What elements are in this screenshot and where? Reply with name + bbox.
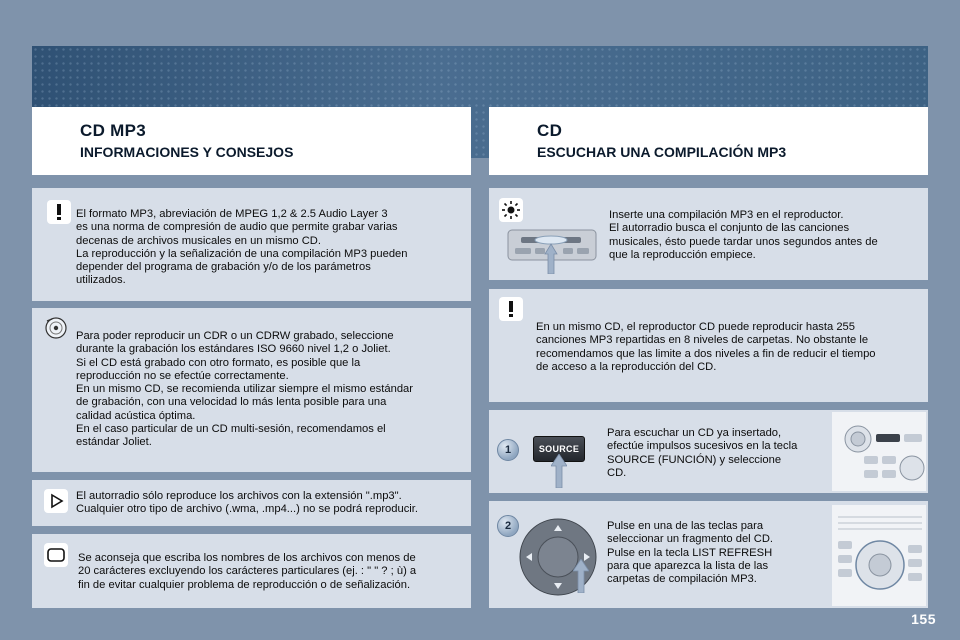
text-line: carpetas de compilación MP3. <box>607 573 757 586</box>
text-line: El autorradio sólo reproduce los archivos con la extensión ".mp3". <box>76 490 402 502</box>
left-header-subtitle: INFORMACIONES Y CONSEJOS <box>80 144 294 160</box>
right-header-title: CD <box>537 121 563 140</box>
right-panel-3 <box>489 410 928 493</box>
text-line: Para poder reproducir un CDR o un CDRW grabado, seleccione <box>76 330 394 342</box>
arrow-up-icon <box>573 559 589 598</box>
text-line: La reproducción y la señalización de una compilación MP3 pueden <box>76 247 408 260</box>
text-line: para que aparezca la lista de las <box>607 559 769 572</box>
text-line: Inserte una compilación MP3 en el reproductor. <box>609 209 844 221</box>
page-number: 155 <box>911 611 936 627</box>
left-header <box>32 107 471 175</box>
right-panel-2 <box>489 289 928 402</box>
text-line: decenas de archivos musicales en un mismo CD. <box>76 234 321 247</box>
arrow-up-icon <box>551 454 567 493</box>
text-line: recomendamos que las limite a dos niveles a fin de reducir el tiempo <box>536 347 876 360</box>
text-line: Si el CD está grabado con otro formato, es posible que la <box>76 356 361 369</box>
text-line: CD. <box>607 466 627 479</box>
left-panel-3-text <box>76 490 418 517</box>
text-line: calidad acústica óptima. <box>76 409 196 422</box>
text-line: fin de evitar cualquier problema de reproducción o de señalización. <box>78 578 411 591</box>
sun-icon <box>499 198 523 222</box>
cd-icon <box>44 316 68 340</box>
left-header-title: CD MP3 <box>80 121 147 140</box>
text-line: seleccionar un fragmento del CD. <box>607 533 774 546</box>
text-line: de grabación, con una velocidad lo más lenta posible para una <box>76 396 387 409</box>
left-panel-4-text <box>78 552 416 592</box>
text-line: Pulse en una de las teclas para <box>607 520 764 532</box>
radio-unit-illustration <box>832 505 926 606</box>
cd-player-illustration <box>507 228 597 264</box>
text-line: reproducción no se efectúe correctamente. <box>76 369 289 382</box>
source-button-label: SOURCE <box>538 444 580 454</box>
right-panel-1-text <box>609 209 878 262</box>
text-line: En un mismo CD, el reproductor CD puede reproducir hasta 255 <box>536 321 856 333</box>
text-line: Se aconseja que escriba los nombres de los archivos con menos de <box>78 552 416 564</box>
text-line: En el caso particular de un CD multi-sesión, recomendamos el <box>76 423 386 436</box>
play-icon <box>44 489 68 513</box>
right-header-subtitle: ESCUCHAR UNA COMPILACIÓN MP3 <box>537 144 787 160</box>
right-panel-2-text <box>536 321 876 374</box>
text-line: musicales, ésto puede tardar unos segundos antes de <box>609 235 878 248</box>
text-line: efectúe impulsos sucesivos en la tecla <box>607 440 798 453</box>
text-line: canciones MP3 repartidas en 8 niveles de carpetas. No obstante le <box>536 334 869 347</box>
step-badge: 1 <box>497 439 519 461</box>
text-line: Pulse en la tecla LIST REFRESH <box>607 546 773 559</box>
right-panel-3-text <box>607 427 797 480</box>
left-panel-2 <box>32 308 471 472</box>
text-line: Para escuchar un CD ya insertado, <box>607 427 782 439</box>
right-panel-4-text <box>607 520 773 586</box>
text-line: SOURCE (FUNCIÓN) y seleccione <box>607 453 782 466</box>
text-line: utilizados. <box>76 274 126 287</box>
text-line: durante la grabación los estándares ISO 9660 nivel 1,2 o Joliet. <box>76 343 391 356</box>
left-panel-3 <box>32 480 471 526</box>
text-line: estándar Joliet. <box>76 436 152 449</box>
radio-unit-illustration <box>832 412 926 491</box>
step-badge: 2 <box>497 515 519 537</box>
text-line: es una norma de compresión de audio que permite grabar varias <box>76 221 398 234</box>
text-line: Cualquier otro tipo de archivo (.wma, .mp4...) no se podrá reproducir. <box>76 503 419 516</box>
text-line: El autorradio busca el conjunto de las canciones <box>609 222 850 235</box>
text-line: El formato MP3, abreviación de MPEG 1,2 & 2.5 Audio Layer 3 <box>76 208 388 220</box>
warning-icon <box>499 297 523 321</box>
note-icon <box>44 543 68 567</box>
left-panel-2-text <box>76 330 413 450</box>
right-panel-1 <box>489 188 928 280</box>
right-panel-4 <box>489 501 928 608</box>
text-line: que la reproducción empiece. <box>609 248 756 261</box>
text-line: En un mismo CD, se recomienda utilizar siempre el mismo estándar <box>76 383 413 396</box>
warning-icon <box>47 200 71 224</box>
left-panel-1-text <box>76 208 407 288</box>
right-header <box>489 107 928 175</box>
text-line: depender del programa de grabación y/o de los parámetros <box>76 261 371 274</box>
text-line: de acceso a la reproducción del CD. <box>536 360 717 373</box>
left-panel-1 <box>32 188 471 301</box>
left-panel-4 <box>32 534 471 608</box>
text-line: 20 carácteres excluyendo los carácteres particulares (ej. : " " ? ; ù) a <box>78 565 417 578</box>
